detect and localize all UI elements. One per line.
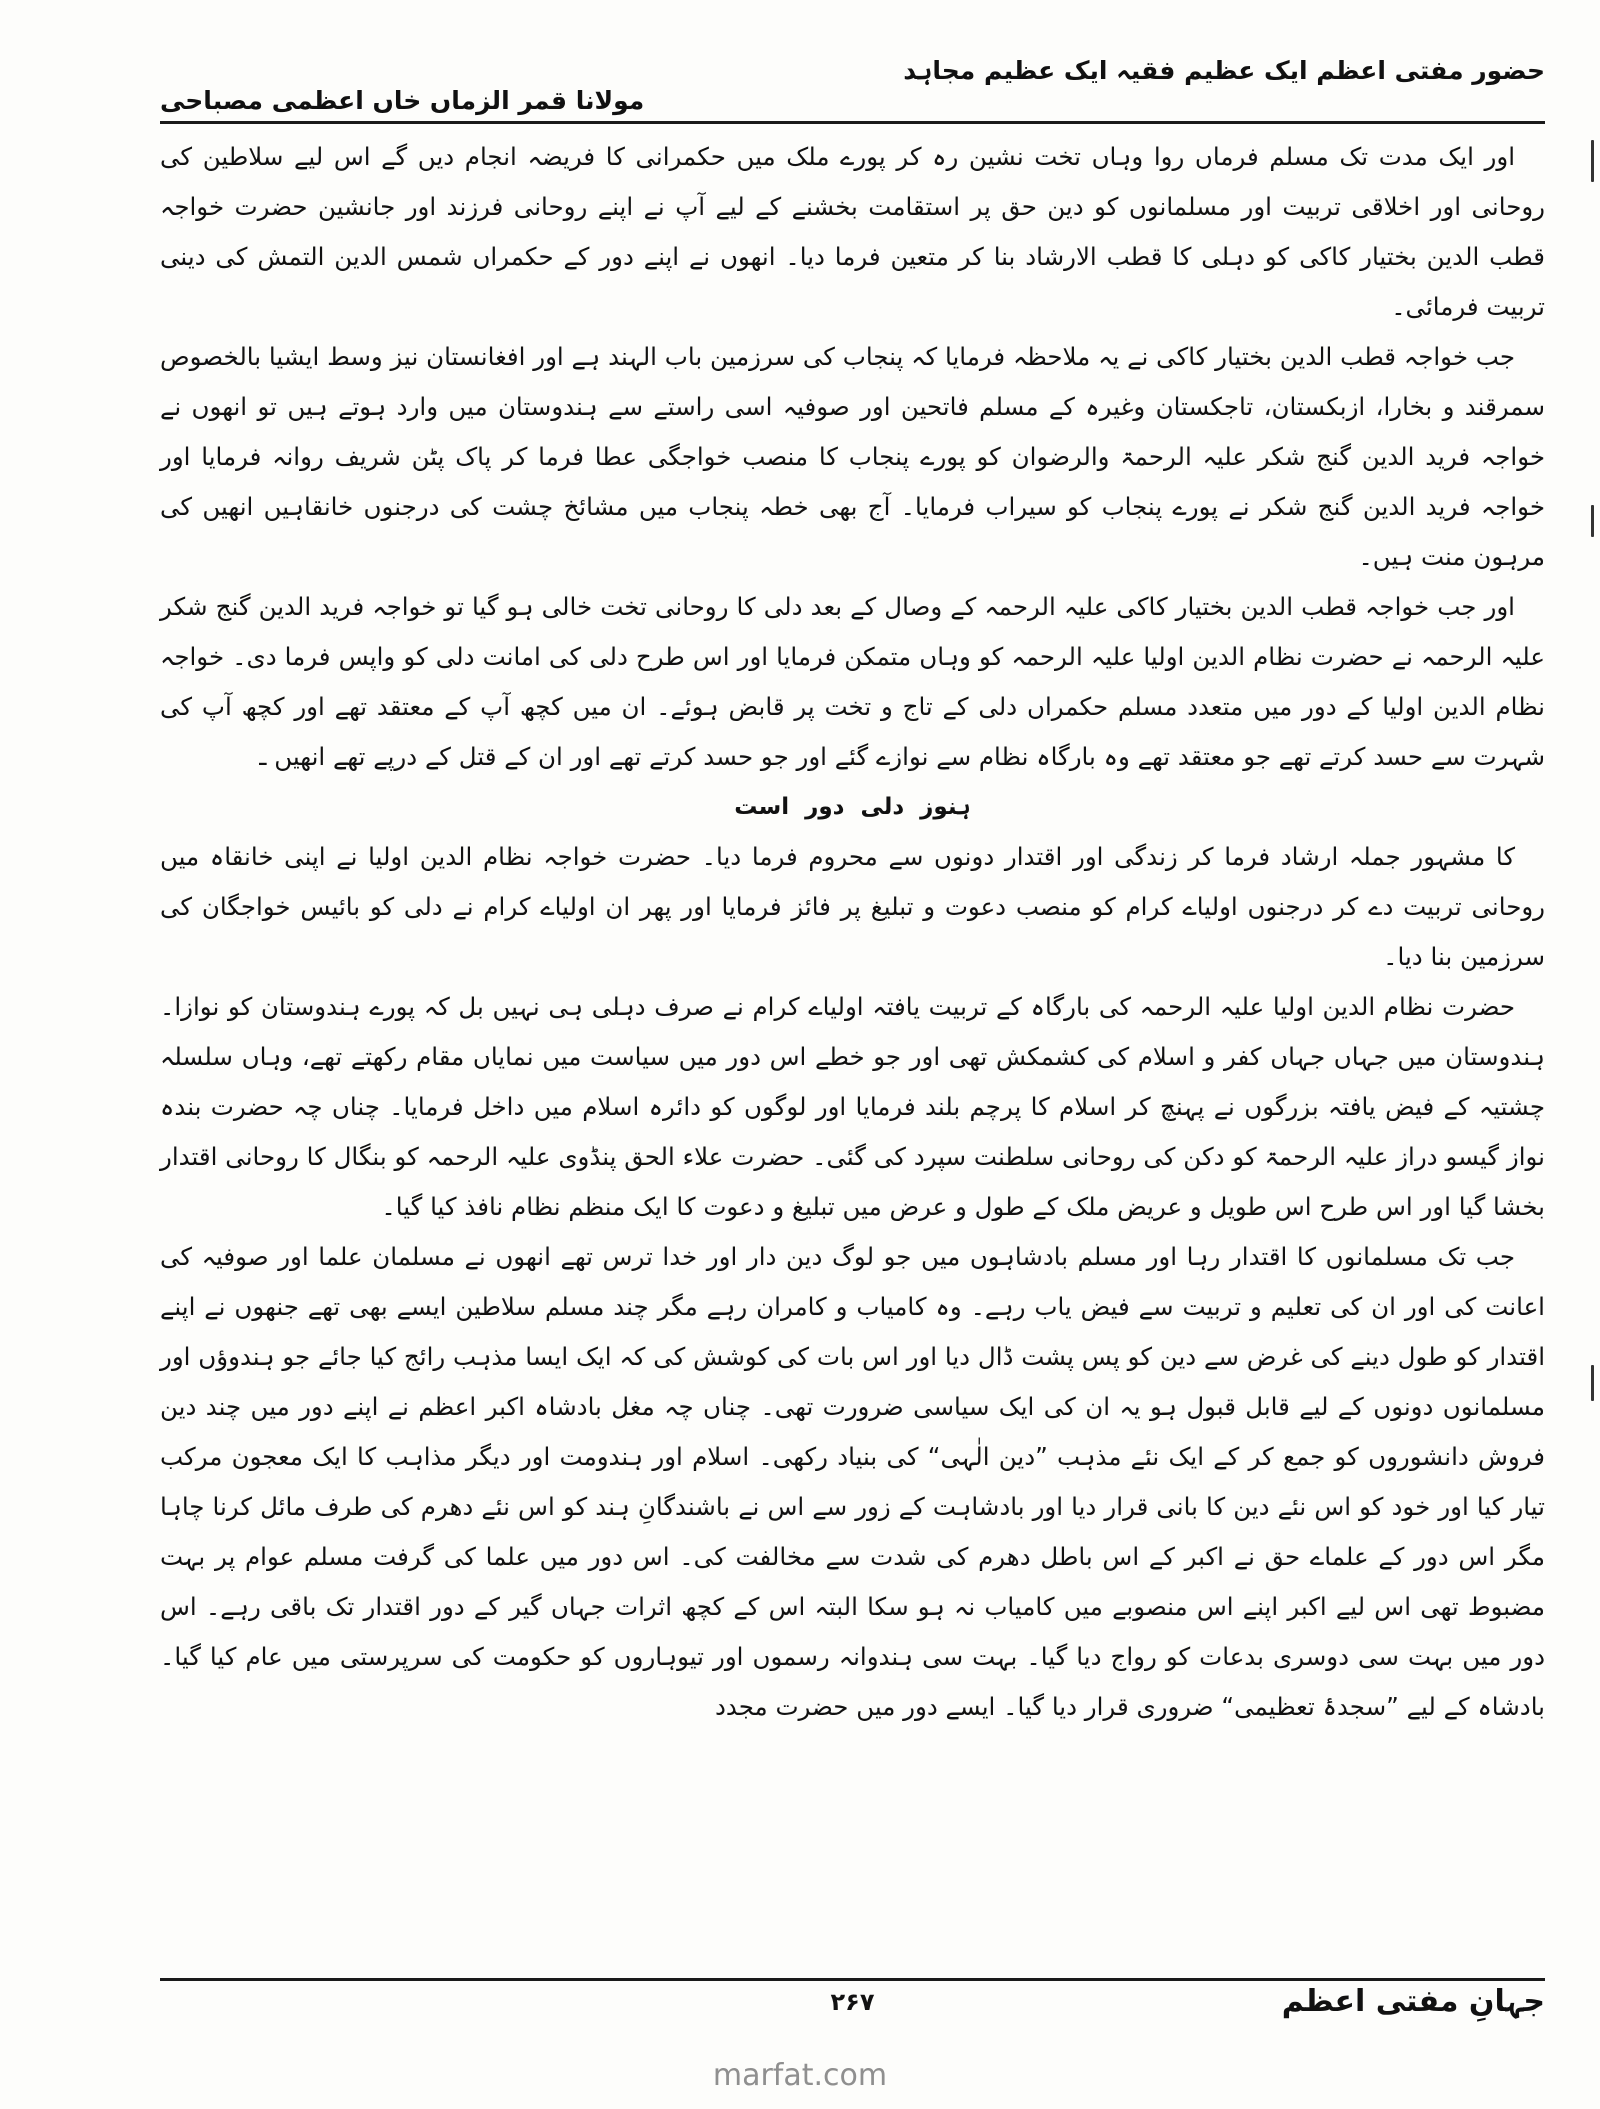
author-name: مولانا قمر الزماں خاں اعظمی مصباحی bbox=[160, 86, 645, 115]
paragraph: جب خواجہ قطب الدین بختیار کاکی نے یہ ملاحظہ فرمایا کہ پنجاب کی سرزمین باب الہند ہے اور افغانستان نیز وسط ایشیا بالخصوص سمرقند و بخارا، ازبکستان، تاجکستان وغیرہ کے مسلم فاتحین اور صوفیہ اسی راستے سے ہندوستان میں وارد ہوتے ہیں تو انھوں نے خواجہ فرید الدین گنج شکر علیہ الرحمۃ والرضوان کو پورے پنجاب کا منصب خواجگی عطا فرما کر پاک پٹن شریف روانہ فرمایا اور خواجہ فرید الدین گنج شکر نے پورے پنجاب کو سیراب فرمایا۔ آج بھی خطہ پنجاب میں مشائخ چشت کی درجنوں خانقاہیں انھیں کی مرہون منت ہیں۔ bbox=[160, 342, 1545, 571]
header-rule bbox=[160, 121, 1545, 124]
paragraph: اور جب خواجہ قطب الدین بختیار کاکی علیہ الرحمہ کے وصال کے بعد دلی کا روحانی تخت خالی ہو گیا تو خواجہ فرید الدین گنج شکر علیہ الرحمہ نے حضرت نظام الدین اولیا علیہ الرحمہ کو وہاں متمکن فرمایا اور اس طرح دلی کی امانت دلی کو واپس فرما دی۔ خواجہ نظام الدین اولیا کے دور میں متعدد مسلم حکمراں دلی کے تاج و تخت پر قابض ہوئے۔ ان میں کچھ آپ کے معتقد تھے اور کچھ آپ کی شہرت سے حسد کرتے تھے جو معتقد تھے وہ بارگاہ نظام سے نوازے گئے اور جو حسد کرتے تھے اور ان کے قتل کے درپے تھے انھیں ـ bbox=[160, 592, 1545, 771]
book-title: جہانِ مفتی اعظم bbox=[1281, 1984, 1545, 2019]
section-heading: ہنوز دلی دور است bbox=[734, 794, 971, 820]
watermark: marfat.com bbox=[712, 2058, 888, 2093]
footer-rule bbox=[160, 1978, 1545, 1981]
scan-edge-mark bbox=[1591, 140, 1594, 182]
paragraph: حضرت نظام الدین اولیا علیہ الرحمہ کی بارگاہ کے تربیت یافتہ اولیاے کرام نے صرف دہلی ہی نہیں بل کہ پورے ہندوستان کو نوازا۔ ہندوستان میں جہاں جہاں کفر و اسلام کی کشمکش تھی اور جو خطے اس دور میں سیاست میں نمایاں مقام رکھتے تھے، وہاں سلسلہ چشتیہ کے فیض یافتہ بزرگوں نے پہنچ کر اسلام کا پرچم بلند فرمایا اور لوگوں کو دائرہ اسلام میں داخل فرمایا۔ چناں چہ حضرت بندہ نواز گیسو دراز علیہ الرحمۃ کو دکن کی روحانی سلطنت سپرد کی گئی۔ حضرت علاء الحق پنڈوی علیہ الرحمہ کو بنگال کا روحانی اقتدار بخشا گیا اور اس طرح اس طویل و عریض ملک کے طول و عرض میں تبلیغ و دعوت کا ایک منظم نظام نافذ کیا گیا۔ bbox=[160, 992, 1545, 1221]
paragraph: کا مشہور جملہ ارشاد فرما کر زندگی اور اقتدار دونوں سے محروم فرما دیا۔ حضرت خواجہ نظام الدین اولیا نے اپنی خانقاہ میں روحانی تربیت دے کر درجنوں اولیاے کرام کو منصب دعوت و تبلیغ پر فائز فرمایا اور پھر ان اولیاے کرام نے دلی کو بائیس خواجگان کی سرزمین بنا دیا۔ bbox=[160, 842, 1545, 971]
paragraph: اور ایک مدت تک مسلم فرماں روا وہاں تخت نشین رہ کر پورے ملک میں حکمرانی کا فریضہ انجام دیں گے اس لیے سلاطین کی روحانی اور اخلاقی تربیت اور مسلمانوں کو دین حق پر استقامت بخشنے کے لیے آپ نے اپنے روحانی فرزند اور جانشین حضرت خواجہ قطب الدین بختیار کاکی کو دہلی کا قطب الارشاد بنا کر متعین فرما دیا۔ انھوں نے اپنے دور کے حکمراں شمس الدین التمش کی دینی تربیت فرمائی۔ bbox=[160, 142, 1545, 321]
running-title: حضور مفتی اعظم ایک عظیم فقیہ ایک عظیم مجاہد bbox=[903, 56, 1545, 85]
paragraph: جب تک مسلمانوں کا اقتدار رہا اور مسلم بادشاہوں میں جو لوگ دین دار اور خدا ترس تھے انھوں نے مسلمان علما اور صوفیہ کی اعانت کی اور ان کی تعلیم و تربیت سے فیض یاب رہے۔ وہ کامیاب و کامران رہے مگر چند مسلم سلاطین ایسے بھی تھے جنھوں نے اپنے اقتدار کو طول دینے کی غرض سے دین کو پس پشت ڈال دیا اور اس بات کی کوشش کی کہ ایک ایسا مذہب رائج کیا جائے جو ہندوؤں اور مسلمانوں دونوں کے لیے قابل قبول ہو یہ ان کی ایک سیاسی ضرورت تھی۔ چناں چہ مغل بادشاہ اکبر اعظم نے اپنے دور میں چند دین فروش دانشوروں کو جمع کر کے ایک نئے مذہب ”دین الٰہی“ کی بنیاد رکھی۔ اسلام اور ہندومت اور دیگر مذاہب کا ایک معجون مرکب تیار کیا اور خود کو اس نئے دین کا بانی قرار دیا اور بادشاہت کے زور سے اس نے باشندگانِ ہند کو اس نئے دھرم کی طرف مائل کرنا چاہا مگر اس دور کے علماے حق نے اکبر کے اس باطل دھرم کی شدت سے مخالفت کی۔ اس دور میں علما کی گرفت مسلم عوام پر بہت مضبوط تھی اس لیے اکبر اپنے اس منصوبے میں کامیاب نہ ہو سکا البتہ اس کے کچھ اثرات جہاں گیر کے دور اقتدار تک باقی رہے۔ اس دور میں بہت سی دوسری بدعات کو رواج دیا گیا۔ بہت سی ہندوانہ رسموں اور تیوہاروں کو حکومت کی سرپرستی میں عام کیا گیا۔ بادشاہ کے لیے ”سجدۂ تعظیمی“ ضروری قرار دیا گیا۔ ایسے دور میں حضرت مجدد bbox=[160, 1242, 1545, 1721]
page-number: ۲۶۷ bbox=[830, 1988, 875, 2016]
page-footer bbox=[160, 1984, 1545, 2044]
scan-edge-mark bbox=[1591, 505, 1594, 537]
scan-edge-mark bbox=[1591, 1365, 1594, 1401]
page-body bbox=[160, 132, 1545, 1972]
